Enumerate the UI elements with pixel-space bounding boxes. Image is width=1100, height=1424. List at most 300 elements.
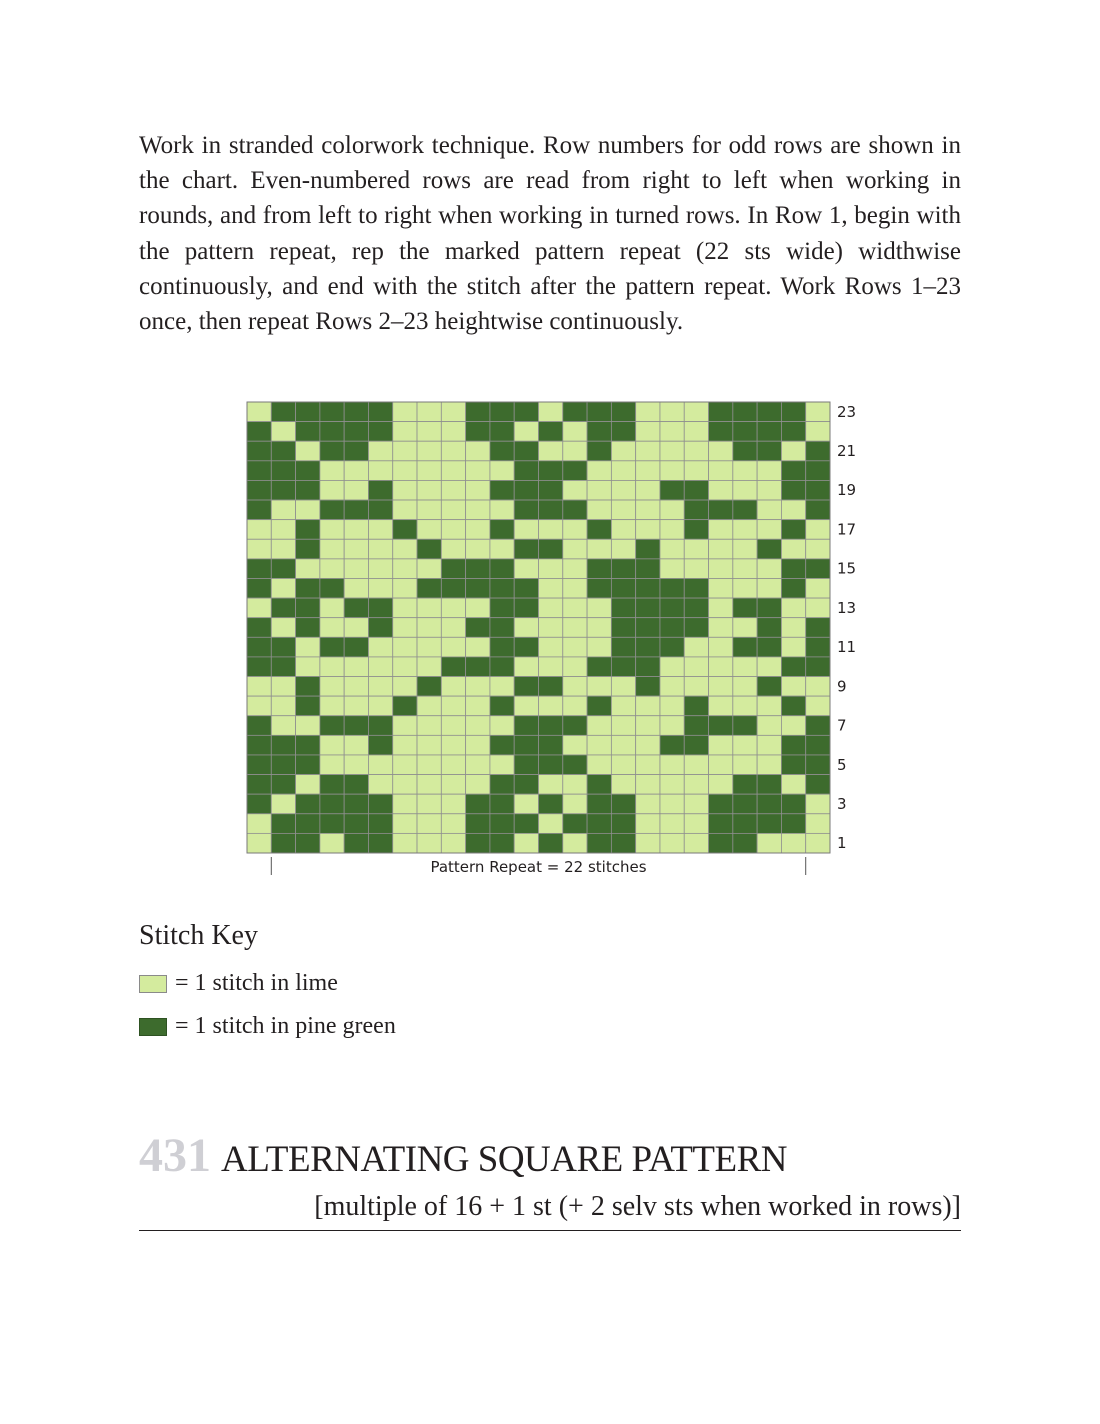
chart-cell	[539, 696, 563, 716]
chart-cell	[247, 402, 271, 422]
chart-cell	[660, 500, 684, 520]
chart-cell	[417, 520, 441, 540]
chart-cell	[806, 657, 830, 677]
chart-cell	[344, 677, 368, 697]
chart-cell	[757, 833, 781, 853]
chart-cell	[611, 618, 635, 638]
chart-cell	[684, 677, 708, 697]
chart-cell	[636, 402, 660, 422]
chart-cell	[514, 775, 538, 795]
chart-cell	[611, 539, 635, 559]
chart-cell	[563, 735, 587, 755]
chart-cell	[709, 500, 733, 520]
chart-cell	[466, 441, 490, 461]
chart-cell	[757, 480, 781, 500]
chart-cell	[757, 775, 781, 795]
chart-cell	[466, 814, 490, 834]
chart-cell	[733, 677, 757, 697]
chart-cell	[563, 657, 587, 677]
chart-cell	[393, 775, 417, 795]
chart-cell	[539, 480, 563, 500]
chart-cell	[684, 539, 708, 559]
chart-cell	[368, 833, 392, 853]
chart-cell	[757, 618, 781, 638]
colorwork-chart	[240, 396, 880, 886]
chart-cell	[514, 598, 538, 618]
chart-cell	[781, 520, 805, 540]
key-label-lime: = 1 stitch in lime	[175, 970, 338, 996]
chart-cell	[368, 794, 392, 814]
chart-cell	[417, 539, 441, 559]
chart-cell	[684, 578, 708, 598]
chart-cell	[320, 598, 344, 618]
chart-cell	[709, 755, 733, 775]
chart-cell	[344, 500, 368, 520]
chart-cell	[514, 716, 538, 736]
chart-cell	[539, 559, 563, 579]
chart-cell	[417, 775, 441, 795]
chart-cell	[733, 833, 757, 853]
row-label: 17	[837, 520, 857, 539]
chart-cell	[781, 402, 805, 422]
chart-cell	[247, 735, 271, 755]
chart-cell	[393, 461, 417, 481]
chart-cell	[539, 578, 563, 598]
chart-cell	[611, 696, 635, 716]
chart-cell	[709, 814, 733, 834]
chart-cell	[733, 539, 757, 559]
row-label: 1	[837, 834, 847, 853]
chart-cell	[393, 618, 417, 638]
chart-cell	[247, 500, 271, 520]
chart-cell	[393, 755, 417, 775]
chart-cell	[247, 441, 271, 461]
row-label: 23	[837, 402, 857, 421]
chart-cell	[368, 735, 392, 755]
chart-cell	[368, 402, 392, 422]
chart-cell	[271, 520, 295, 540]
chart-cell	[247, 677, 271, 697]
chart-cell	[611, 637, 635, 657]
chart-cell	[271, 480, 295, 500]
row-label: 9	[837, 677, 847, 696]
chart-cell	[271, 814, 295, 834]
chart-cell	[514, 735, 538, 755]
chart-cell	[660, 716, 684, 736]
chart-cell	[806, 696, 830, 716]
chart-cell	[684, 559, 708, 579]
chart-cell	[344, 578, 368, 598]
chart-cell	[466, 677, 490, 697]
chart-cell	[709, 657, 733, 677]
row-label: 15	[837, 559, 857, 578]
chart-cell	[247, 716, 271, 736]
chart-cell	[344, 539, 368, 559]
chart-cell	[441, 657, 465, 677]
chart-cell	[393, 677, 417, 697]
chart-cell	[344, 461, 368, 481]
stitch-key-title: Stitch Key	[139, 920, 258, 951]
chart-cell	[417, 422, 441, 442]
chart-cell	[563, 833, 587, 853]
pine-swatch	[139, 1018, 167, 1036]
chart-cell	[636, 775, 660, 795]
chart-cell	[539, 422, 563, 442]
chart-cell	[660, 735, 684, 755]
chart-cell	[587, 696, 611, 716]
chart-cell	[781, 578, 805, 598]
chart-cell	[563, 539, 587, 559]
chart-cell	[320, 794, 344, 814]
chart-cell	[514, 461, 538, 481]
chart-cell	[441, 539, 465, 559]
chart-cell	[539, 441, 563, 461]
chart-cell	[709, 794, 733, 814]
chart-cell	[611, 422, 635, 442]
chart-cell	[684, 618, 708, 638]
chart-cell	[441, 520, 465, 540]
chart-cell	[514, 618, 538, 638]
chart-cell	[781, 461, 805, 481]
chart-cell	[563, 480, 587, 500]
chart-cell	[514, 637, 538, 657]
chart-cell	[393, 696, 417, 716]
chart-cell	[368, 441, 392, 461]
chart-cell	[733, 814, 757, 834]
chart-cell	[417, 480, 441, 500]
chart-cell	[514, 441, 538, 461]
chart-cell	[587, 618, 611, 638]
chart-cell	[417, 637, 441, 657]
chart-cell	[320, 539, 344, 559]
chart-cell	[441, 735, 465, 755]
chart-cell	[539, 794, 563, 814]
chart-cell	[539, 716, 563, 736]
chart-cell	[660, 677, 684, 697]
chart-cell	[611, 775, 635, 795]
chart-cell	[271, 696, 295, 716]
chart-cell	[781, 794, 805, 814]
chart-cell	[247, 422, 271, 442]
chart-cell	[684, 480, 708, 500]
chart-cell	[296, 775, 320, 795]
chart-cell	[368, 814, 392, 834]
chart-cell	[563, 775, 587, 795]
chart-cell	[514, 578, 538, 598]
chart-cell	[660, 402, 684, 422]
chart-cell	[490, 539, 514, 559]
chart-cell	[514, 520, 538, 540]
chart-cell	[806, 461, 830, 481]
chart-cell	[247, 520, 271, 540]
chart-cell	[271, 500, 295, 520]
chart-cell	[393, 716, 417, 736]
chart-cell	[296, 716, 320, 736]
chart-cell	[344, 833, 368, 853]
chart-cell	[636, 677, 660, 697]
chart-cell	[296, 539, 320, 559]
chart-cell	[611, 598, 635, 618]
chart-cell	[611, 833, 635, 853]
chart-cell	[296, 480, 320, 500]
chart-cell	[539, 833, 563, 853]
chart-cell	[733, 578, 757, 598]
chart-cell	[344, 696, 368, 716]
chart-cell	[806, 500, 830, 520]
chart-cell	[563, 559, 587, 579]
chart-cell	[320, 559, 344, 579]
chart-cell	[611, 500, 635, 520]
chart-cell	[539, 677, 563, 697]
chart-cell	[271, 657, 295, 677]
chart-cell	[344, 422, 368, 442]
pattern-repeat-label: Pattern Repeat = 22 stitches	[430, 858, 647, 876]
chart-cell	[636, 657, 660, 677]
chart-cell	[587, 461, 611, 481]
chart-cell	[441, 441, 465, 461]
chart-cell	[417, 696, 441, 716]
chart-cell	[563, 500, 587, 520]
chart-cell	[757, 755, 781, 775]
chart-cell	[709, 578, 733, 598]
chart-cell	[296, 500, 320, 520]
chart-cell	[539, 598, 563, 618]
chart-cell	[344, 559, 368, 579]
chart-cell	[247, 637, 271, 657]
chart-cell	[344, 598, 368, 618]
chart-cell	[636, 755, 660, 775]
chart-cell	[320, 441, 344, 461]
chart-cell	[563, 755, 587, 775]
chart-cell	[296, 735, 320, 755]
chart-cell	[441, 402, 465, 422]
chart-cell	[466, 775, 490, 795]
chart-cell	[587, 500, 611, 520]
chart-cell	[247, 794, 271, 814]
chart-cell	[393, 500, 417, 520]
chart-cell	[490, 833, 514, 853]
chart-cell	[539, 402, 563, 422]
chart-cell	[587, 520, 611, 540]
chart-cell	[320, 461, 344, 481]
chart-cell	[490, 461, 514, 481]
chart-cell	[271, 422, 295, 442]
chart-cell	[563, 598, 587, 618]
chart-cell	[490, 794, 514, 814]
chart-cell	[684, 520, 708, 540]
chart-cell	[271, 637, 295, 657]
chart-cell	[684, 441, 708, 461]
chart-cell	[781, 422, 805, 442]
chart-cell	[344, 480, 368, 500]
key-label-pine: = 1 stitch in pine green	[175, 1013, 396, 1039]
chart-cell	[806, 794, 830, 814]
chart-cell	[490, 500, 514, 520]
chart-cell	[368, 755, 392, 775]
chart-cell	[684, 755, 708, 775]
chart-cell	[587, 735, 611, 755]
chart-cell	[490, 755, 514, 775]
chart-cell	[490, 578, 514, 598]
chart-cell	[636, 598, 660, 618]
chart-cell	[271, 677, 295, 697]
chart-cell	[587, 755, 611, 775]
chart-cell	[296, 520, 320, 540]
chart-cell	[636, 520, 660, 540]
chart-cell	[781, 441, 805, 461]
chart-cell	[441, 500, 465, 520]
chart-cell	[757, 735, 781, 755]
chart-cell	[806, 480, 830, 500]
chart-cell	[806, 775, 830, 795]
chart-cell	[441, 461, 465, 481]
chart-cell	[660, 539, 684, 559]
chart-cell	[660, 441, 684, 461]
chart-cell	[539, 461, 563, 481]
chart-cell	[417, 618, 441, 638]
chart-cell	[368, 559, 392, 579]
chart-cell	[490, 520, 514, 540]
chart-cell	[466, 618, 490, 638]
chart-cell	[611, 559, 635, 579]
section-number: 431	[139, 1129, 211, 1182]
chart-cell	[806, 677, 830, 697]
chart-cell	[781, 618, 805, 638]
chart-cell	[368, 539, 392, 559]
chart-cell	[393, 578, 417, 598]
chart-cell	[368, 500, 392, 520]
chart-cell	[684, 500, 708, 520]
chart-cell	[271, 578, 295, 598]
chart-cell	[587, 559, 611, 579]
chart-cell	[368, 461, 392, 481]
chart-cell	[393, 833, 417, 853]
chart-cell	[757, 578, 781, 598]
chart-cell	[781, 480, 805, 500]
chart-cell	[806, 422, 830, 442]
chart-cell	[344, 814, 368, 834]
chart-cell	[514, 794, 538, 814]
chart-cell	[709, 520, 733, 540]
chart-cell	[320, 677, 344, 697]
chart-cell	[781, 716, 805, 736]
chart-cell	[733, 696, 757, 716]
chart-cell	[247, 657, 271, 677]
chart-cell	[757, 794, 781, 814]
chart-cell	[587, 657, 611, 677]
chart-cell	[417, 794, 441, 814]
chart-cell	[733, 422, 757, 442]
chart-cell	[417, 833, 441, 853]
chart-cell	[393, 559, 417, 579]
chart-cell	[320, 500, 344, 520]
chart-cell	[441, 578, 465, 598]
chart-cell	[368, 637, 392, 657]
chart-cell	[757, 677, 781, 697]
chart-cell	[344, 657, 368, 677]
chart-cell	[320, 637, 344, 657]
chart-cell	[441, 755, 465, 775]
chart-cell	[344, 735, 368, 755]
chart-cell	[514, 696, 538, 716]
chart-cell	[757, 696, 781, 716]
chart-cell	[684, 735, 708, 755]
chart-cell	[587, 814, 611, 834]
row-label: 21	[837, 442, 857, 461]
chart-cell	[611, 716, 635, 736]
chart-cell	[781, 814, 805, 834]
chart-cell	[684, 637, 708, 657]
chart-cell	[296, 578, 320, 598]
chart-cell	[466, 716, 490, 736]
chart-cell	[757, 716, 781, 736]
chart-cell	[587, 637, 611, 657]
chart-cell	[806, 559, 830, 579]
chart-cell	[660, 794, 684, 814]
chart-cell	[393, 402, 417, 422]
chart-cell	[320, 578, 344, 598]
chart-cell	[563, 441, 587, 461]
chart-cell	[757, 539, 781, 559]
chart-cell	[271, 598, 295, 618]
chart-cell	[247, 618, 271, 638]
chart-cell	[587, 677, 611, 697]
chart-cell	[441, 775, 465, 795]
chart-cell	[539, 657, 563, 677]
chart-cell	[636, 794, 660, 814]
chart-cell	[636, 422, 660, 442]
chart-cell	[320, 618, 344, 638]
chart-cell	[781, 539, 805, 559]
chart-cell	[320, 833, 344, 853]
chart-cell	[587, 441, 611, 461]
chart-cell	[393, 480, 417, 500]
chart-cell	[490, 618, 514, 638]
chart-cell	[806, 716, 830, 736]
chart-cell	[806, 402, 830, 422]
chart-cell	[757, 500, 781, 520]
chart-cell	[709, 618, 733, 638]
chart-cell	[417, 735, 441, 755]
row-label: 13	[837, 598, 857, 617]
chart-cell	[587, 833, 611, 853]
chart-cell	[296, 833, 320, 853]
chart-cell	[806, 598, 830, 618]
chart-cell	[611, 657, 635, 677]
chart-cell	[757, 461, 781, 481]
chart-cell	[441, 618, 465, 638]
chart-cell	[417, 814, 441, 834]
chart-cell	[271, 539, 295, 559]
chart-cell	[684, 696, 708, 716]
chart-cell	[539, 520, 563, 540]
section-title: ALTERNATING SQUARE PATTERN	[221, 1139, 788, 1180]
chart-cell	[587, 716, 611, 736]
chart-cell	[733, 637, 757, 657]
chart-cell	[660, 755, 684, 775]
chart-cell	[441, 833, 465, 853]
chart-cell	[660, 814, 684, 834]
chart-cell	[271, 618, 295, 638]
chart-cell	[539, 637, 563, 657]
chart-cell	[733, 716, 757, 736]
chart-cell	[271, 775, 295, 795]
chart-cell	[709, 716, 733, 736]
chart-cell	[684, 461, 708, 481]
section-rule	[139, 1230, 961, 1231]
chart-cell	[733, 500, 757, 520]
chart-cell	[441, 422, 465, 442]
